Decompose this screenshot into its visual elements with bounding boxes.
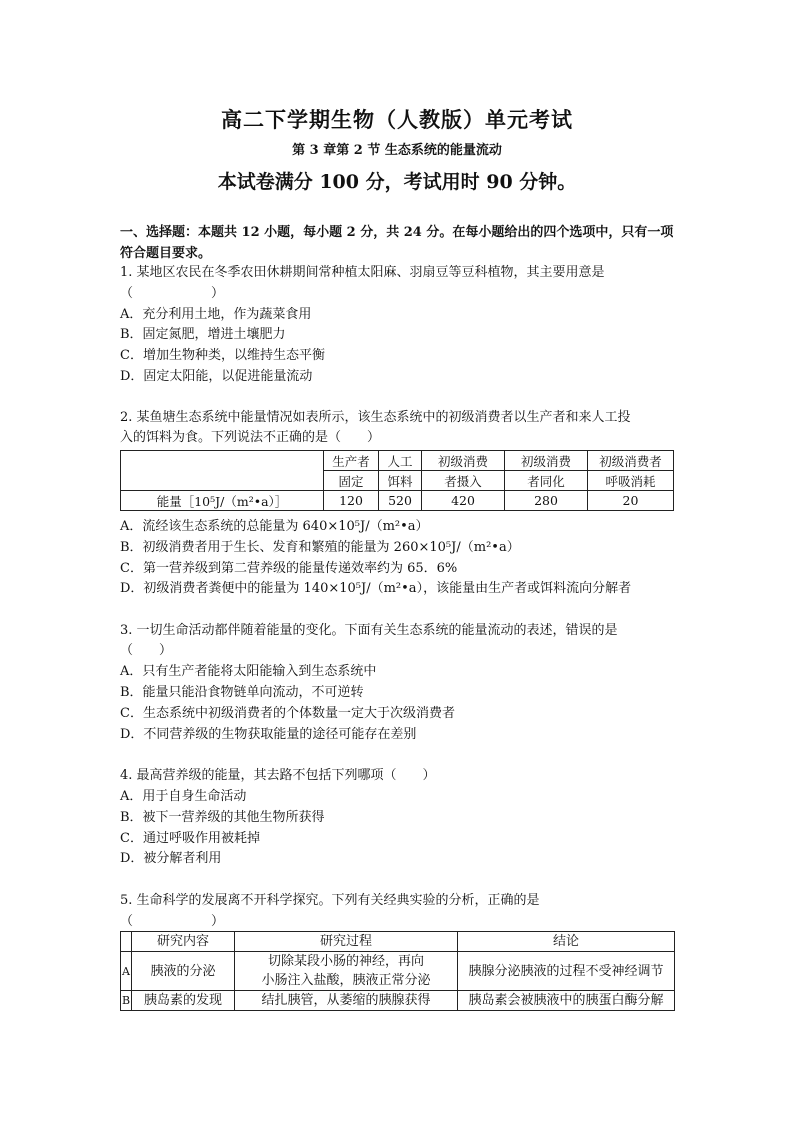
q4-option-c: C．通过呼吸作用被耗掉	[120, 831, 260, 846]
table-header-cell: 固定	[324, 471, 379, 491]
table-cell: 胰岛素会被胰液中的胰蛋白酶分解	[458, 991, 675, 1011]
q2-stem-line1: 2. 某鱼塘生态系统中能量情况如表所示，该生态系统中的初级消费者以生产者和来人工投	[120, 410, 631, 425]
q3-blank: （ ）	[120, 643, 173, 658]
process-line: 小肠注入盐酸，胰液正常分泌	[261, 973, 431, 988]
table-row	[121, 952, 675, 991]
row-label: A	[121, 952, 132, 991]
table-cell-empty	[121, 932, 132, 952]
q2-stem-line2: 入的饵料为食。下列说法不正确的是（ ）	[120, 430, 381, 445]
q1-option-b: B．固定氮肥，增进土壤肥力	[120, 327, 286, 342]
table-header-cell: 者摄入	[422, 471, 505, 491]
q3-option-a: A．只有生产者能将太阳能输入到生态系统中	[120, 664, 377, 679]
q2-option-a: A．流经该生态系统的总能量为 640×10⁵J/（m²•a）	[120, 519, 429, 534]
table-cell: 280	[505, 491, 588, 511]
q1-option-c: C．增加生物种类，以维持生态平衡	[120, 348, 325, 363]
chapter-subtitle: 第 3 章第 2 节 生态系统的能量流动	[292, 143, 502, 158]
q2-option-d: D．初级消费者粪便中的能量为 140×10⁵J/（m²•a），该能量由生产者或饵料流向分解者	[120, 581, 632, 596]
q3-option-c: C．生态系统中初级消费者的个体数量一定大于次级消费者	[120, 706, 455, 721]
q1-stem: 1. 某地区农民在冬季农田休耕期间常种植太阳麻、羽扇豆等豆科植物，其主要用意是	[120, 265, 605, 280]
q5-blank: （ ）	[120, 914, 225, 929]
table-cell: 胰岛素的发现	[132, 991, 235, 1011]
table-header-cell: 初级消费	[505, 451, 588, 471]
table-header-cell: 饵料	[379, 471, 422, 491]
table-header-cell: 结论	[458, 932, 675, 952]
q3-option-d: D．不同营养级的生物获取能量的途径可能存在差别	[120, 727, 417, 742]
table-header-cell: 者同化	[505, 471, 588, 491]
q3-stem: 3. 一切生命活动都伴随着能量的变化。下面有关生态系统的能量流动的表述，错误的是	[120, 623, 618, 638]
table-header-cell: 生产者	[324, 451, 379, 471]
q4-option-d: D．被分解者利用	[120, 851, 222, 866]
q1-option-d: D．固定太阳能，以促进能量流动	[120, 369, 313, 384]
score-line: 本试卷满分 100 分，考试用时 90 分钟。	[217, 171, 577, 193]
table-cell: 520	[379, 491, 422, 511]
table-header-cell: 研究内容	[132, 932, 235, 952]
q2-option-c: C．第一营养级到第二营养级的能量传递效率约为 65．6%	[120, 561, 458, 576]
table-header-cell: 人工	[379, 451, 422, 471]
q1-option-a: A．充分利用土地，作为蔬菜食用	[120, 307, 312, 322]
exam-title: 高二下学期生物（人教版）单元考试	[221, 107, 573, 132]
q4-stem: 4. 最高营养级的能量，其去路不包括下列哪项（ ）	[120, 768, 436, 783]
q2-option-b: B．初级消费者用于生长、发育和繁殖的能量为 260×10⁵J/（m²•a）	[120, 540, 520, 555]
table-header-cell: 初级消费者	[588, 451, 674, 471]
table-row	[121, 932, 675, 952]
q4-option-a: A．用于自身生命活动	[120, 789, 247, 804]
table-row	[121, 451, 674, 471]
table-cell-empty	[121, 451, 324, 491]
table-row-label: 能量［10⁵J/（m²•a）］	[121, 491, 324, 511]
row-label: B	[121, 991, 132, 1011]
table-header-cell: 初级消费	[422, 451, 505, 471]
q5-stem: 5. 生命科学的发展离不开科学探究。下列有关经典实验的分析，正确的是	[120, 893, 540, 908]
q1-blank: （ ）	[120, 286, 225, 301]
table-header-cell: 研究过程	[235, 932, 458, 952]
table-row	[121, 491, 674, 511]
process-line: 切除某段小肠的神经，再向	[267, 954, 424, 969]
table-cell: 结扎胰管，从萎缩的胰腺获得	[235, 991, 458, 1011]
table-cell: 胰液的分泌	[132, 952, 235, 991]
table-cell	[235, 952, 458, 991]
table-cell: 20	[588, 491, 674, 511]
q5-experiment-table	[120, 931, 675, 1011]
section-heading: 一、选择题：本题共 12 小题，每小题 2 分，共 24 分。在每小题给出的四个选项中，只有一项符合题目要求。	[120, 225, 674, 261]
q2-energy-table	[120, 450, 674, 511]
table-header-cell: 呼吸消耗	[588, 471, 674, 491]
table-cell: 420	[422, 491, 505, 511]
table-cell: 胰腺分泌胰液的过程不受神经调节	[458, 952, 675, 991]
table-cell: 120	[324, 491, 379, 511]
q4-option-b: B．被下一营养级的其他生物所获得	[120, 810, 325, 825]
table-row	[121, 991, 675, 1011]
q3-option-b: B．能量只能沿食物链单向流动，不可逆转	[120, 685, 364, 700]
